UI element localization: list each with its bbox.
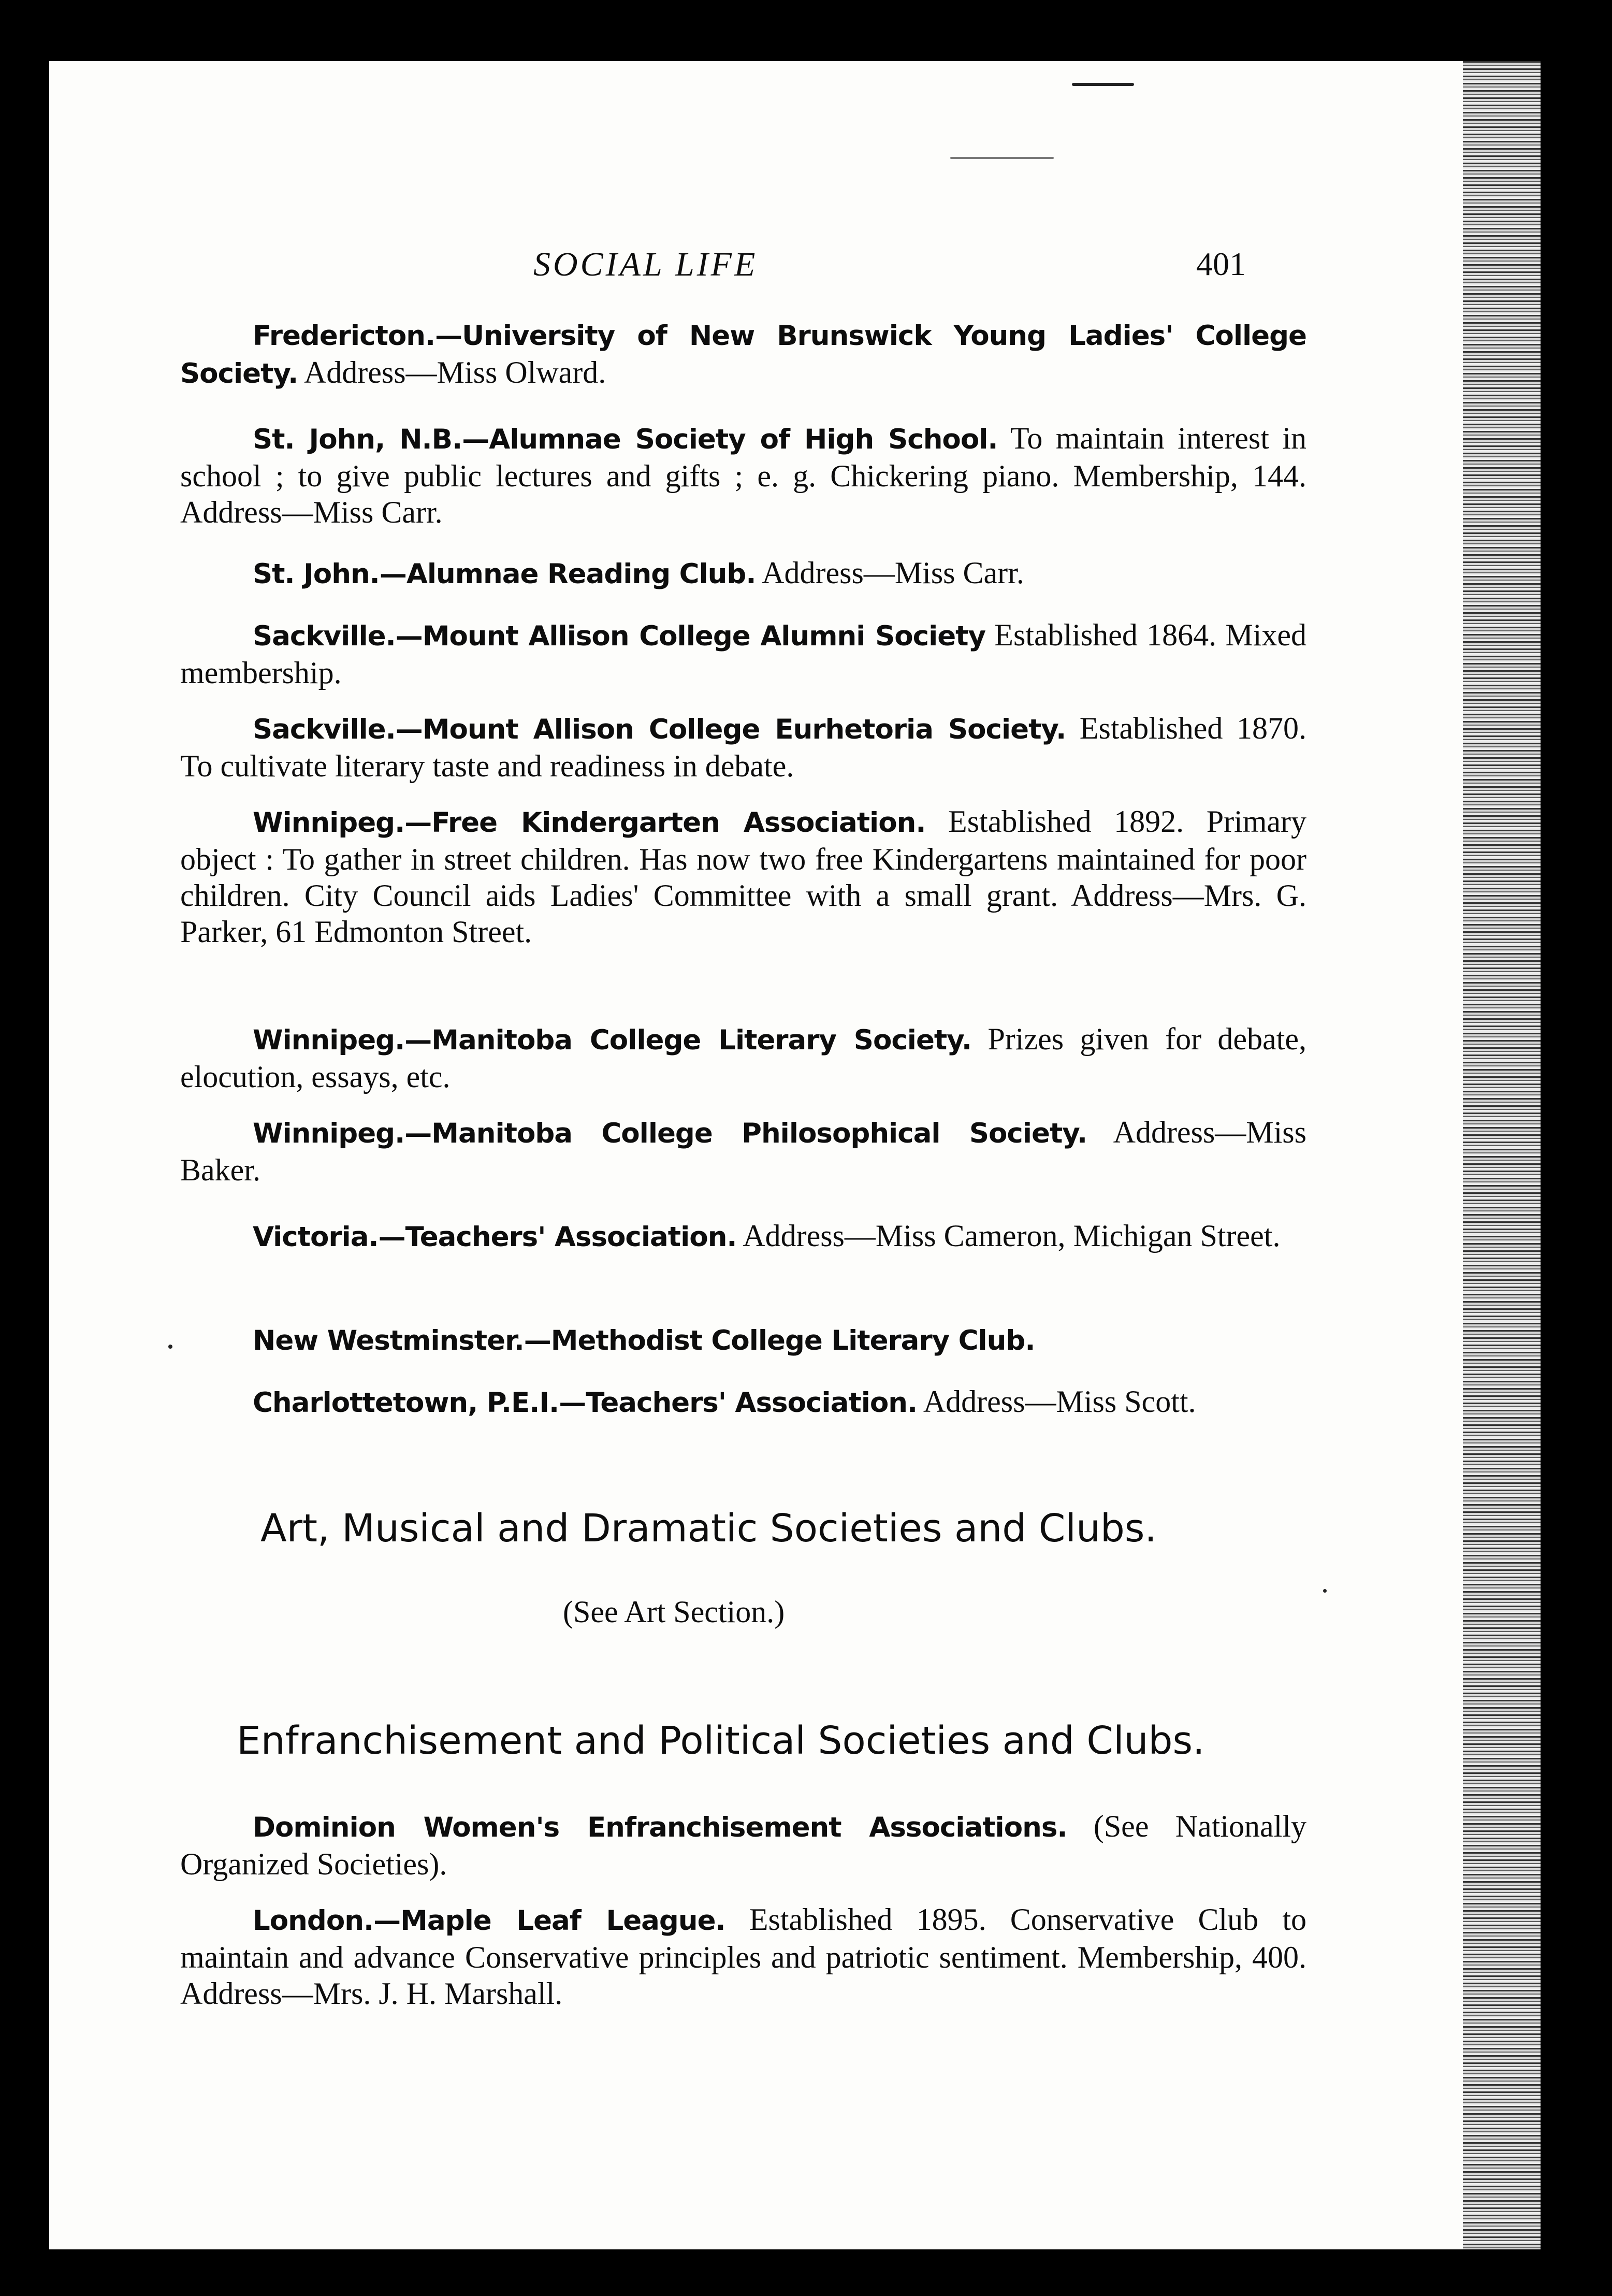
entry-place: Winnipeg. bbox=[253, 807, 405, 839]
entry-society: —University of New Brunswick Young Ladies' College Society. bbox=[180, 320, 1306, 389]
scan-mark bbox=[950, 157, 1054, 159]
running-title: SOCIAL LIFE bbox=[533, 246, 758, 283]
entry-london-maple-leaf bbox=[180, 1901, 1306, 2012]
entry-details: Address—Miss Carr. bbox=[756, 556, 1024, 590]
entry-details: (See Nationally Organized Societies). bbox=[180, 1809, 1306, 1881]
entry-details: Established 1864. Mixed membership. bbox=[180, 618, 1306, 690]
entry-details: Address—Miss Olward. bbox=[298, 355, 606, 389]
section-heading-enfranchisement: Enfranchisement and Political Societies and Clubs. bbox=[237, 1719, 1205, 1763]
entry-winnipeg-literary bbox=[180, 1021, 1306, 1095]
entry-place: St. John, N.B. bbox=[253, 424, 462, 455]
entry-society: Dominion Women's Enfranchisement Associations. bbox=[253, 1812, 1067, 1843]
running-head bbox=[49, 245, 1541, 292]
entry-place: Charlottetown, P.E.I. bbox=[253, 1387, 559, 1419]
entry-place: New Westminster. bbox=[253, 1325, 524, 1356]
entry-st-john-nb bbox=[180, 420, 1306, 530]
entry-society: —Free Kindergarten Association. bbox=[404, 807, 926, 839]
page-edge-shadow bbox=[1463, 61, 1541, 2249]
entry-details: To maintain interest in school ; to give public lectures and gifts ; e. g. Chickering piano. Membership, 144. Address—Miss Carr. bbox=[180, 421, 1306, 529]
entry-place: St. John. bbox=[253, 558, 380, 590]
page-number: 401 bbox=[1196, 246, 1246, 282]
entry-society: —Mount Allison College Alumni Society bbox=[395, 620, 986, 652]
entry-society: —Manitoba College Philosophical Society. bbox=[404, 1118, 1087, 1149]
entry-sackville-eurhetoria bbox=[180, 710, 1306, 784]
entry-details: Address—Miss Cameron, Michigan Street. bbox=[736, 1219, 1281, 1253]
entry-society: —Alumnae Reading Club. bbox=[379, 558, 756, 590]
entry-details: Address—Miss Scott. bbox=[917, 1384, 1196, 1419]
scan-mark bbox=[1072, 83, 1134, 86]
entry-new-westminster bbox=[180, 1321, 1306, 1359]
entry-society: —Manitoba College Literary Society. bbox=[404, 1024, 972, 1056]
entry-details: Established 1892. Primary object : To gather in street children. Has now two free Kindergartens maintained for poor children. City Council aids Ladies' Committee with a small grant. Address—Mrs. G. Parker, 61 Edmonton Street. bbox=[180, 804, 1307, 949]
entry-dominion-enfranchisement bbox=[180, 1808, 1306, 1882]
section-heading-art: Art, Musical and Dramatic Societies and Clubs. bbox=[260, 1506, 1157, 1551]
entry-winnipeg-kindergarten bbox=[180, 803, 1306, 950]
entry-society: —Methodist College Literary Club. bbox=[524, 1325, 1035, 1356]
entry-place: Sackville. bbox=[253, 620, 396, 652]
entry-place: Sackville. bbox=[253, 714, 396, 745]
entry-society: —Alumnae Society of High School. bbox=[462, 424, 998, 455]
scan-speck bbox=[168, 1345, 172, 1349]
entry-place: Winnipeg. bbox=[253, 1118, 405, 1149]
entry-society: —Mount Allison College Eurhetoria Society. bbox=[395, 714, 1066, 745]
entry-details: Established 1895. Conservative Club to maintain and advance Conservative principles and patriotic sentiment. Membership, 400. Address—Mrs. J. H. Marshall. bbox=[180, 1902, 1307, 2011]
scanned-page bbox=[49, 61, 1541, 2249]
entry-details: Prizes given for debate, elocution, essays, etc. bbox=[180, 1022, 1306, 1094]
entry-sackville-alumni bbox=[180, 617, 1306, 691]
section-note-art: (See Art Section.) bbox=[563, 1595, 785, 1629]
entry-details: Address—Miss Baker. bbox=[180, 1115, 1306, 1187]
entry-place: London. bbox=[253, 1905, 374, 1937]
entry-charlottetown bbox=[180, 1383, 1306, 1421]
scan-speck bbox=[1323, 1589, 1327, 1593]
entry-place: Fredericton. bbox=[253, 320, 435, 352]
entry-place: Victoria. bbox=[253, 1221, 379, 1253]
entry-place: Winnipeg. bbox=[253, 1024, 405, 1056]
entry-society: —Teachers' Association. bbox=[378, 1221, 737, 1253]
entry-society: —Maple Leaf League. bbox=[373, 1905, 725, 1937]
entry-st-john bbox=[180, 555, 1306, 593]
entry-details: Established 1870. To cultivate literary taste and readiness in debate. bbox=[180, 711, 1306, 783]
entry-fredericton bbox=[180, 316, 1306, 392]
entry-victoria bbox=[180, 1218, 1306, 1255]
entry-winnipeg-philosophical bbox=[180, 1114, 1306, 1188]
entry-society: —Teachers' Association. bbox=[559, 1387, 918, 1419]
